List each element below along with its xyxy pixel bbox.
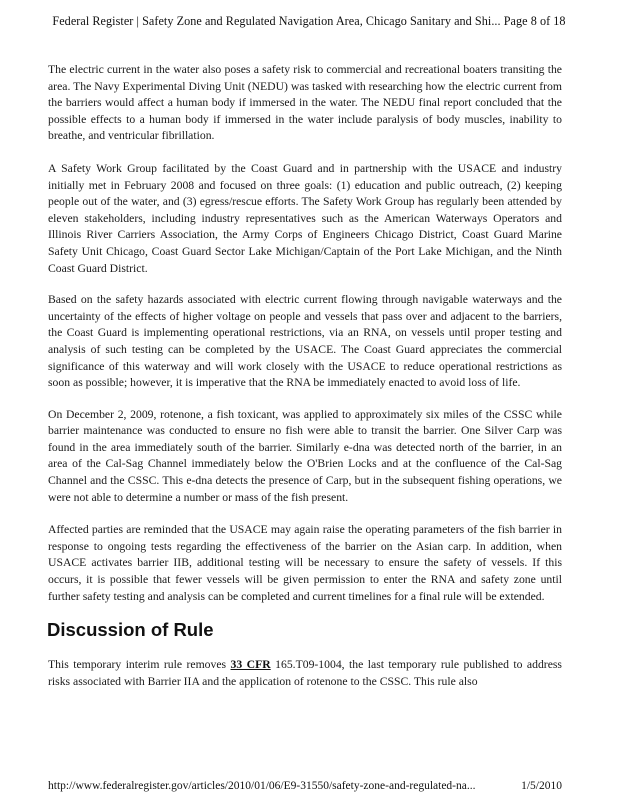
document-body <box>48 62 562 705</box>
interim-rule-text-end: 165.T09-1004, the last temporary rule published to address risks associated with Barrier IIA and the application of rotenone to the CSSC. This rule also <box>48 658 562 688</box>
paragraph-electric-current: The electric current in the water also poses a safety risk to commercial and recreational boaters transiting the area. The Navy Experimental Diving Unit (NEDU) was tasked with researching how the electric current from the barriers would affect a human body if immersed in the water. The NEDU final report concluded that the possible effects to a human body if immersed in the water include paralysis of body muscles, inability to breathe, and ventricular fibrillation. <box>48 63 562 143</box>
paragraph-interim-rule <box>48 657 562 690</box>
footer-date: 1/5/2010 <box>521 780 562 792</box>
paragraph-affected-parties: Affected parties are reminded that the USACE may again raise the operating parameters of the fish barrier in response to ongoing tests regarding the effectiveness of the barrier on the Asian carp. In addition, when USACE activates barrier IIB, additional testing will be necessary to ensure the safety of vessels. If this occurs, it is possible that fewer vessels will be given permission to enter the RNA and safety zone until further safety testing and analysis can be completed and current timelines for a final rule will be extended. <box>48 523 562 603</box>
footer-url[interactable]: http://www.federalregister.gov/articles/2010/01/06/E9-31550/safety-zone-and-regulated-na... <box>48 780 476 792</box>
paragraph-safety-work-group: A Safety Work Group facilitated by the Coast Guard and in partnership with the USACE and industry initially met in February 2008 and focused on three goals: (1) education and public outreach, (2) keeping people out of the water, and (3) egress/rescue efforts. The Safety Work Group has regularly been attended by eleven stakeholders, including industry representatives such as the American Waterways Operators and Illinois River Carriers Association, the Army Corps of Engineers Chicago District, Coast Guard Marine Safety Unit Chicago, Coast Guard Sector Lake Michigan/Captain of the Port Lake Michigan, and the Ninth Coast Guard District. <box>48 161 562 275</box>
section-heading-discussion-of-rule: Discussion of Rule <box>47 619 214 641</box>
interim-rule-text-start: This temporary interim rule removes <box>48 658 231 672</box>
page-header: Federal Register | Safety Zone and Regulated Navigation Area, Chicago Sanitary and Shi... Page 8 of 18 <box>52 14 566 28</box>
paragraph-operational-restrictions: Based on the safety hazards associated with electric current flowing through navigable waterways and the uncertainty of the effects of higher voltage on people and vessels that pass over and adjacent to the barriers, the Coast Guard is implementing operational restrictions, via an RNA, on vessels until proper testing and analysis of such testing can be completed by the USACE. The Coast Guard appreciates the commercial significance of this waterway and will work closely with the USACE to reduce operational restrictions as soon as possible; however, it is imperative that the RNA be immediately enacted to avoid loss of life. <box>48 293 562 390</box>
cfr-link[interactable]: 33 CFR <box>230 658 271 672</box>
paragraph-rotenone-application: On December 2, 2009, rotenone, a fish toxicant, was applied to approximately six miles of the CSSC while barrier maintenance was conducted to ensure no fish were able to transit the barrier. One Silver Carp was found in the area immediately south of the barrier. Similarly e-dna was detected north of the barrier, in an area of the Cal-Sag Channel immediately below the O'Brien Locks and at the confluence of the Cal-Sag Channel and the CSSC. This e-dna detects the presence of Carp, but in the subsequent fishing operations, we were not able to determine a number or mass of the fish present. <box>48 407 562 504</box>
